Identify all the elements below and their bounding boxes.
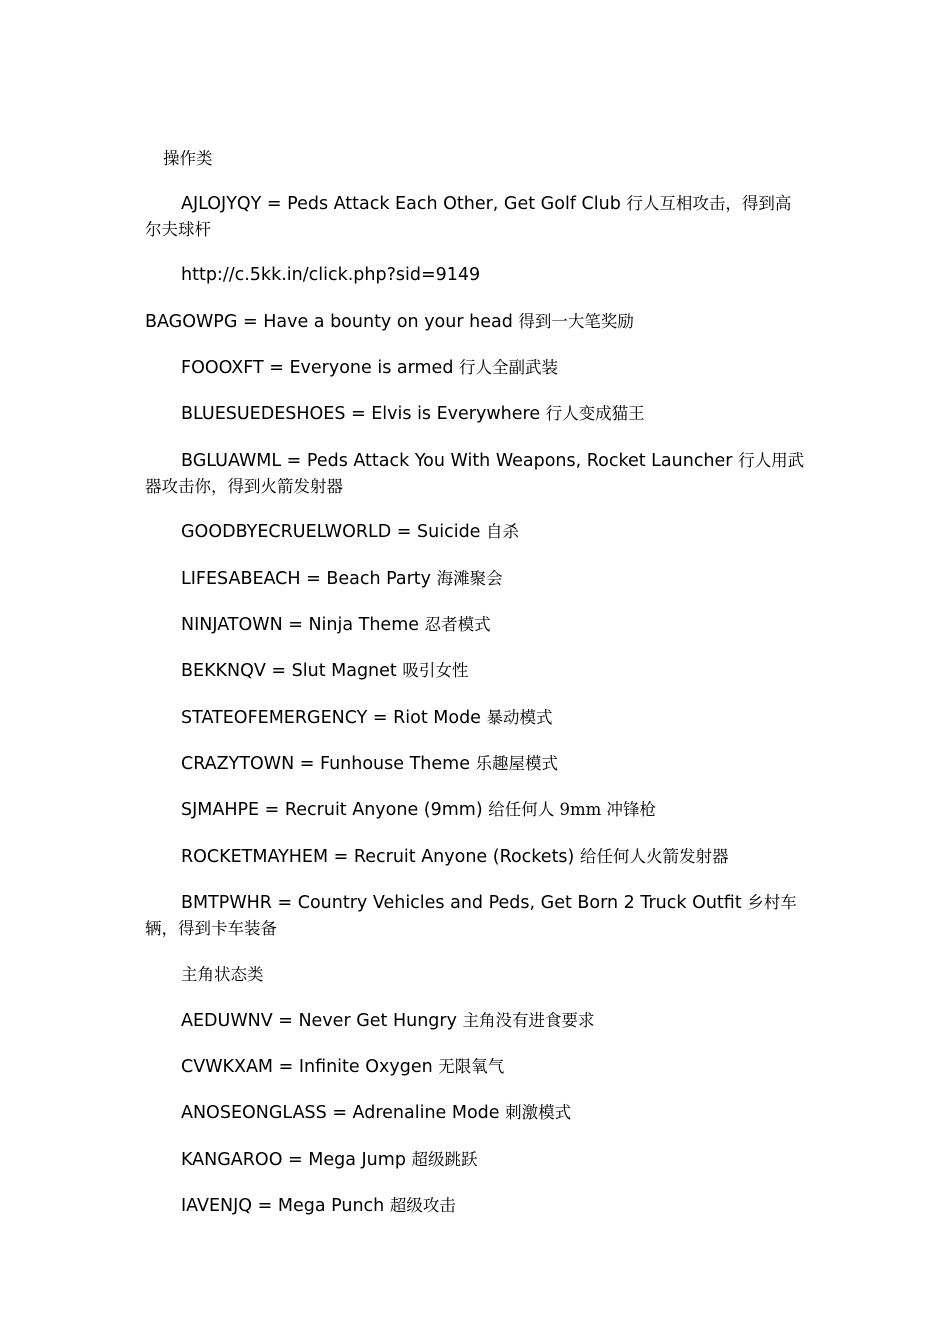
cheat-entry: GOODBYECRUELWORLD = Suicide 自杀 bbox=[181, 522, 520, 542]
section-heading-protagonist: 主角状态类 bbox=[181, 965, 264, 984]
cheat-entry: AEDUWNV = Never Get Hungry 主角没有进食要求 bbox=[181, 1011, 595, 1031]
cheat-entry: STATEOFEMERGENCY = Riot Mode 暴动模式 bbox=[181, 708, 553, 728]
cheat-entry: BMTPWHR = Country Vehicles and Peds, Get Born 2 Truck Outfit 乡村车辆，得到卡车装备 bbox=[145, 893, 797, 938]
cheat-entry: SJMAHPE = Recruit Anyone (9mm) 给任何人 9mm 冲锋枪 bbox=[181, 800, 657, 820]
cheat-entry: NINJATOWN = Ninja Theme 忍者模式 bbox=[181, 615, 491, 635]
cheat-entry: AJLOJYQY = Peds Attack Each Other, Get Golf Club 行人互相攻击，得到高尔夫球杆 bbox=[145, 194, 792, 239]
cheat-entry: BAGOWPG = Have a bounty on your head 得到一大笔奖励 bbox=[145, 312, 634, 332]
cheat-entry: ROCKETMAYHEM = Recruit Anyone (Rockets) 给任何人火箭发射器 bbox=[181, 847, 729, 867]
cheat-entry: BGLUAWML = Peds Attack You With Weapons, Rocket Launcher 行人用武器攻击你，得到火箭发射器 bbox=[145, 451, 805, 496]
cheat-entry: FOOOXFT = Everyone is armed 行人全副武装 bbox=[181, 358, 558, 378]
cheat-entry: IAVENJQ = Mega Punch 超级攻击 bbox=[181, 1196, 456, 1216]
cheat-link: http://c.5kk.in/click.php?sid=9149 bbox=[181, 265, 481, 285]
cheat-entry: BLUESUEDESHOES = Elvis is Everywhere 行人变成猫王 bbox=[181, 404, 645, 424]
cheat-entry: KANGAROO = Mega Jump 超级跳跃 bbox=[181, 1150, 478, 1170]
cheat-entry: LIFESABEACH = Beach Party 海滩聚会 bbox=[181, 569, 503, 589]
cheat-entry: BEKKNQV = Slut Magnet 吸引女性 bbox=[181, 661, 469, 681]
cheat-entry: CVWKXAM = Infinite Oxygen 无限氧气 bbox=[181, 1057, 505, 1077]
section-heading-operations: 操作类 bbox=[163, 149, 213, 168]
cheat-entry: CRAZYTOWN = Funhouse Theme 乐趣屋模式 bbox=[181, 754, 559, 774]
cheat-entry: ANOSEONGLASS = Adrenaline Mode 刺激模式 bbox=[181, 1103, 572, 1123]
